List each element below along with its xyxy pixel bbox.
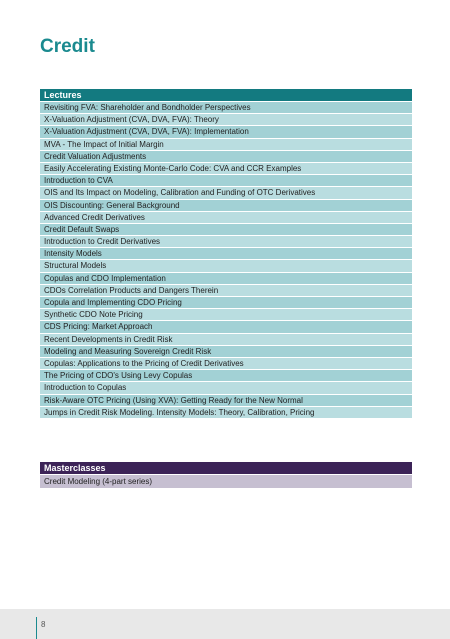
list-item: Credit Modeling (4-part series) <box>40 474 412 488</box>
lectures-list <box>40 101 412 418</box>
masterclasses-header: Masterclasses <box>40 462 412 474</box>
list-item: Jumps in Credit Risk Modeling. Intensity Models: Theory, Calibration, Pricing <box>40 406 412 418</box>
list-item: OIS and Its Impact on Modeling, Calibration and Funding of OTC Derivatives <box>40 186 412 198</box>
list-item: Copulas and CDO Implementation <box>40 272 412 284</box>
list-item: Introduction to CVA <box>40 174 412 186</box>
list-item: X-Valuation Adjustment (CVA, DVA, FVA): Implementation <box>40 125 412 137</box>
page-footer <box>0 609 450 639</box>
list-item: Credit Valuation Adjustments <box>40 150 412 162</box>
list-item: The Pricing of CDO's Using Levy Copulas <box>40 369 412 381</box>
list-item: Intensity Models <box>40 247 412 259</box>
list-item: Copulas: Applications to the Pricing of Credit Derivatives <box>40 357 412 369</box>
list-item: Risk-Aware OTC Pricing (Using XVA): Getting Ready for the New Normal <box>40 394 412 406</box>
list-item: Recent Developments in Credit Risk <box>40 333 412 345</box>
list-item: Introduction to Credit Derivatives <box>40 235 412 247</box>
lectures-section <box>40 89 412 418</box>
list-item: OIS Discounting: General Background <box>40 199 412 211</box>
page-title: Credit <box>40 36 95 57</box>
lectures-header: Lectures <box>40 89 412 101</box>
list-item: Modeling and Measuring Sovereign Credit Risk <box>40 345 412 357</box>
masterclasses-list <box>40 474 412 488</box>
list-item: Easily Accelerating Existing Monte-Carlo Code: CVA and CCR Examples <box>40 162 412 174</box>
list-item: CDS Pricing: Market Approach <box>40 320 412 332</box>
list-item: MVA - The Impact of Initial Margin <box>40 138 412 150</box>
page-number: 8 <box>41 620 46 629</box>
list-item: Structural Models <box>40 259 412 271</box>
list-item: Revisiting FVA: Shareholder and Bondholder Perspectives <box>40 101 412 113</box>
list-item: CDOs Correlation Products and Dangers Therein <box>40 284 412 296</box>
list-item: Synthetic CDO Note Pricing <box>40 308 412 320</box>
list-item: Introduction to Copulas <box>40 381 412 393</box>
list-item: Advanced Credit Derivatives <box>40 211 412 223</box>
list-item: X-Valuation Adjustment (CVA, DVA, FVA): Theory <box>40 113 412 125</box>
list-item: Credit Default Swaps <box>40 223 412 235</box>
list-item: Copula and Implementing CDO Pricing <box>40 296 412 308</box>
masterclasses-section <box>40 462 412 488</box>
footer-divider <box>36 617 37 639</box>
